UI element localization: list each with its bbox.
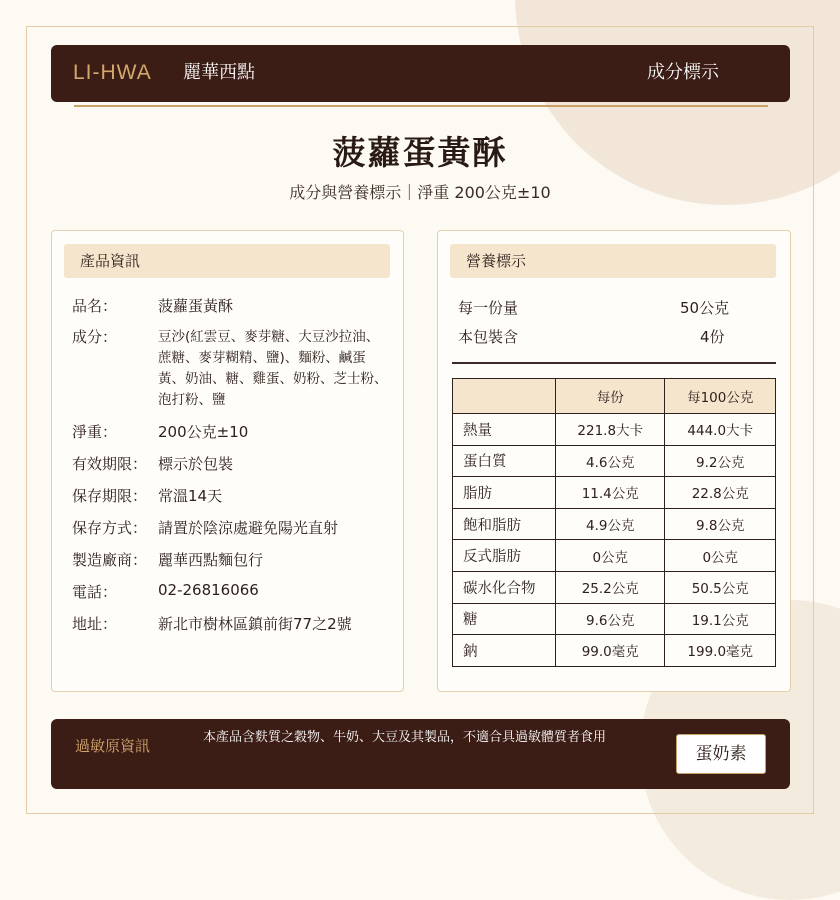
per-100g-value: 9.2公克 xyxy=(665,445,776,477)
info-label: 地址： xyxy=(72,615,118,633)
allergen-bar xyxy=(51,719,790,789)
per-serving-value: 221.8大卡 xyxy=(556,414,665,446)
per-100g-value: 444.0大卡 xyxy=(665,414,776,446)
per-100g-value: 9.8公克 xyxy=(665,508,776,540)
nutrition-row xyxy=(453,571,776,603)
info-value: 02-26816066 xyxy=(158,581,259,599)
nutrition-card xyxy=(437,230,791,692)
nutrient-name: 反式脂肪 xyxy=(453,540,556,572)
info-value: 標示於包裝 xyxy=(158,455,234,473)
serving-size-label: 每一份量 xyxy=(458,299,519,317)
nutrition-row xyxy=(453,540,776,572)
per-100g-value: 19.1公克 xyxy=(665,603,776,635)
nutrition-row xyxy=(453,445,776,477)
info-label: 品名： xyxy=(72,297,118,315)
info-value: 常溫14天 xyxy=(158,487,223,505)
allergen-text: 本產品含麩質之穀物、牛奶、大豆及其製品，不適合具過敏體質者食用 xyxy=(203,730,607,745)
nutrient-name: 鈉 xyxy=(453,635,556,667)
header-divider xyxy=(74,105,768,107)
nutrition-row xyxy=(453,414,776,446)
info-value: 請置於陰涼處避免陽光直射 xyxy=(158,519,339,537)
header-per-serving: 每份 xyxy=(556,379,665,414)
servings-per-pack-label: 本包裝含 xyxy=(458,328,519,346)
nutrition-divider xyxy=(452,362,776,364)
nutrition-row xyxy=(453,635,776,667)
nutrient-name: 糖 xyxy=(453,603,556,635)
nutrient-name: 熱量 xyxy=(453,414,556,446)
header-bar xyxy=(51,45,790,102)
info-label: 有效期限： xyxy=(72,455,148,473)
nutrient-name: 碳水化合物 xyxy=(453,571,556,603)
info-label: 電話： xyxy=(72,583,118,601)
per-serving-value: 4.9公克 xyxy=(556,508,665,540)
product-subtitle: 成分與營養標示｜淨重 200公克±10 xyxy=(289,183,551,202)
info-value: 菠蘿蛋黃酥 xyxy=(158,297,234,315)
per-100g-value: 22.8公克 xyxy=(665,477,776,509)
per-serving-value: 25.2公克 xyxy=(556,571,665,603)
nutrition-table xyxy=(452,378,776,667)
servings-per-pack-value: 4份 xyxy=(700,328,725,346)
product-info-card xyxy=(51,230,404,692)
brand-logo-text: LI-HWA xyxy=(73,61,152,84)
brand-name: 麗華西點 xyxy=(183,62,255,83)
info-label: 保存期限： xyxy=(72,487,148,505)
nutrient-name: 飽和脂肪 xyxy=(453,508,556,540)
nutrition-row xyxy=(453,508,776,540)
ingredients-text: 豆沙(紅雲豆、麥芽糖、大豆沙拉油、蔗糖、麥芽糊精、鹽)、麵粉、鹹蛋黃、奶油、糖、雞蛋、奶粉、芝士粉、泡打粉、鹽 xyxy=(158,329,388,408)
per-100g-value: 0公克 xyxy=(665,540,776,572)
per-100g-value: 199.0毫克 xyxy=(665,635,776,667)
nutrition-heading: 營養標示 xyxy=(450,244,776,278)
info-label: 成分： xyxy=(72,328,118,346)
allergen-label: 過敏原資訊 xyxy=(75,737,151,755)
per-serving-value: 99.0毫克 xyxy=(556,635,665,667)
info-value: 200公克±10 xyxy=(158,423,249,441)
header-per-100g: 每100公克 xyxy=(665,379,776,414)
info-label: 製造廠商： xyxy=(72,551,148,569)
nutrient-name: 脂肪 xyxy=(453,477,556,509)
info-label: 淨重： xyxy=(72,423,118,441)
product-title: 菠蘿蛋黃酥 xyxy=(332,133,508,172)
per-serving-value: 9.6公克 xyxy=(556,603,665,635)
info-label: 保存方式： xyxy=(72,519,148,537)
nutrition-row xyxy=(453,477,776,509)
info-value: 麗華西點麵包行 xyxy=(158,551,264,569)
per-serving-value: 11.4公克 xyxy=(556,477,665,509)
serving-size-value: 50公克 xyxy=(680,299,730,317)
nutrition-row xyxy=(453,603,776,635)
header-blank-cell xyxy=(453,379,556,414)
product-info-heading: 產品資訊 xyxy=(64,244,390,278)
nutrition-table-header xyxy=(453,379,776,414)
nutrient-name: 蛋白質 xyxy=(453,445,556,477)
header-title: 成分標示 xyxy=(647,62,719,83)
info-value: 新北市樹林區鎮前街77之2號 xyxy=(158,615,352,633)
per-100g-value: 50.5公克 xyxy=(665,571,776,603)
per-serving-value: 4.6公克 xyxy=(556,445,665,477)
per-serving-value: 0公克 xyxy=(556,540,665,572)
diet-badge: 蛋奶素 xyxy=(676,734,766,774)
